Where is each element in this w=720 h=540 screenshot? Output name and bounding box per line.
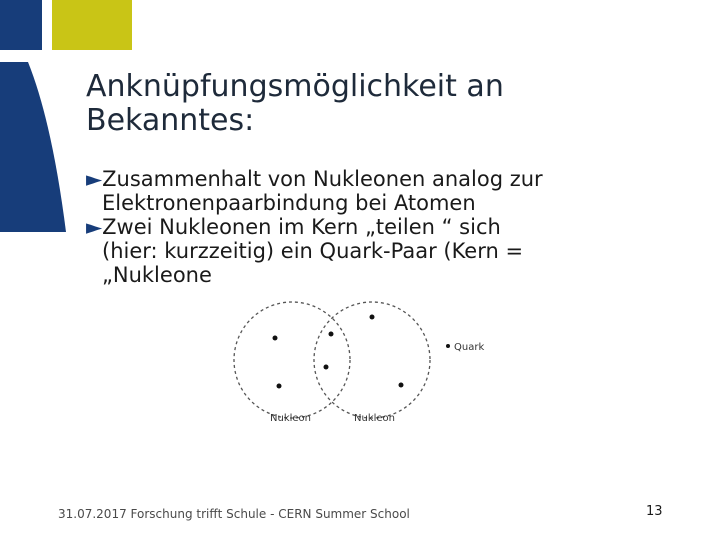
quark-dot — [370, 315, 375, 320]
blue-corner-block — [0, 0, 42, 50]
bullet-item-2 — [86, 215, 686, 287]
right-nucleon-label: Nukleon — [354, 413, 395, 424]
bullet-2-line-2: (hier: kurzzeitig) ein Quark-Paar (Kern = — [102, 239, 524, 263]
quark-dot — [329, 332, 334, 337]
bullet-2-line-1: Zwei Nukleonen im Kern „teilen “ sich — [102, 215, 501, 239]
quark-dot — [399, 383, 404, 388]
quark-dot — [273, 336, 278, 341]
bullet-marker-icon: ► — [86, 167, 103, 191]
blue-swoosh-shape — [0, 62, 70, 232]
slide-title — [86, 70, 686, 138]
bullet-2-line-3: „Nukleone — [102, 263, 212, 287]
left-nucleon-circle — [234, 302, 350, 418]
title-line-1: Anknüpfungsmöglichkeit an — [86, 69, 504, 104]
bullet-item-1 — [86, 167, 686, 215]
bullet-list — [86, 167, 686, 287]
nucleon-quark-diagram — [210, 290, 510, 430]
quark-legend-label: Quark — [454, 342, 485, 353]
bullet-1-line-2: Elektronenpaarbindung bei Atomen — [102, 191, 476, 215]
bullet-marker-icon: ► — [86, 215, 103, 239]
page-number: 13 — [646, 504, 663, 519]
quark-dot — [324, 365, 329, 370]
quark-dot — [277, 384, 282, 389]
title-line-2: Bekanntes: — [86, 103, 255, 138]
left-nucleon-label: Nukleon — [270, 413, 311, 424]
quark-legend-dot — [446, 344, 450, 348]
yellow-corner-block — [52, 0, 132, 50]
footer-text: 31.07.2017 Forschung trifft Schule - CERN Summer School — [58, 507, 410, 521]
bullet-1-line-1: Zusammenhalt von Nukleonen analog zur — [102, 167, 543, 191]
